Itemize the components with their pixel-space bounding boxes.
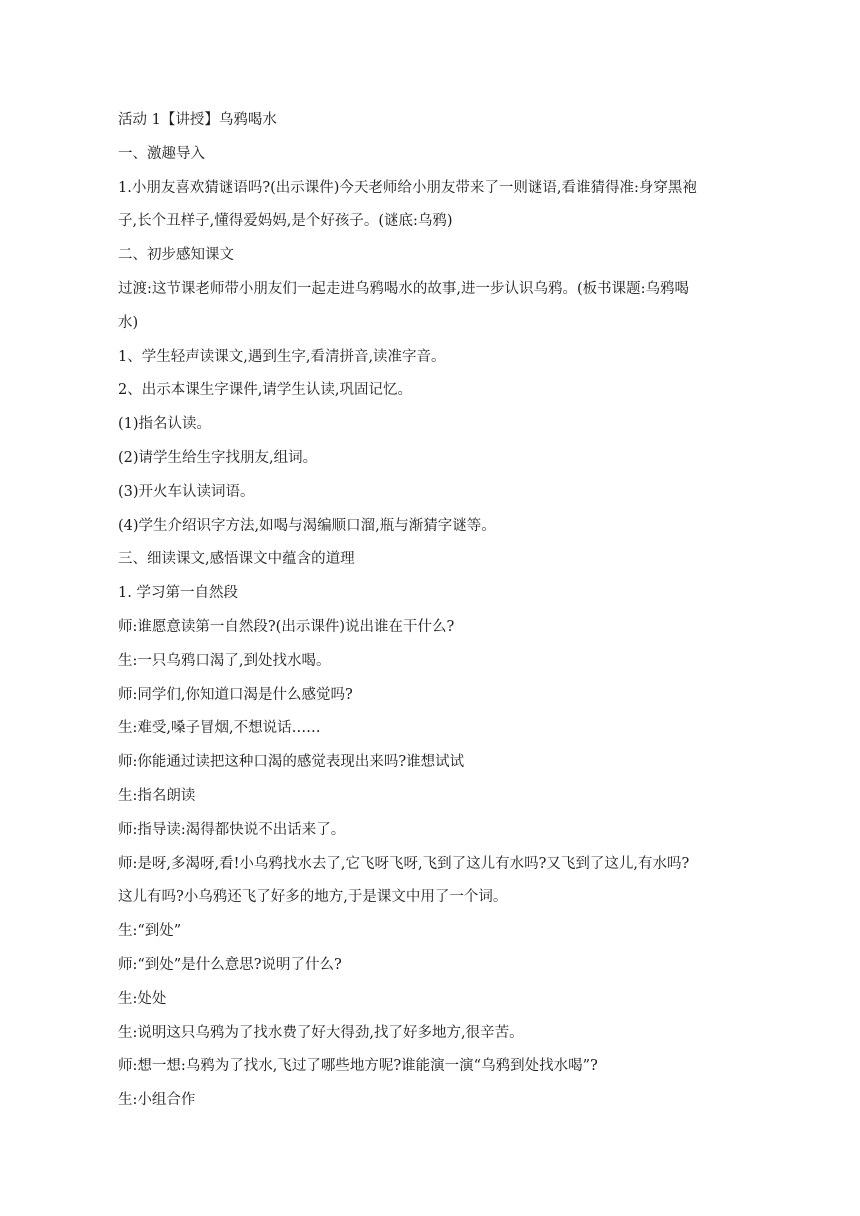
document-page bbox=[118, 104, 748, 1118]
dialogue-line: 生:处处 bbox=[118, 990, 167, 1007]
paragraph-line: 2、出示本课生字课件,请学生认读,巩固记忆。 bbox=[118, 382, 412, 399]
dialogue-line: 师:想一想:乌鸦为了找水,飞过了哪些地方呢?谁能演一演“乌鸦到处找水喝”? bbox=[118, 1058, 598, 1075]
list-item: (2)请学生给生字找朋友,组词。 bbox=[118, 449, 318, 466]
dialogue-line: 生:小组合作 bbox=[118, 1092, 196, 1109]
dialogue-line: 师:“到处”是什么意思?说明了什么? bbox=[118, 956, 342, 973]
paragraph-line: 1、学生轻声读课文,遇到生字,看清拼音,读准字音。 bbox=[118, 348, 446, 365]
section-heading-reading: 三、细读课文,感悟课文中蕴含的道理 bbox=[118, 551, 355, 568]
dialogue-line: 师:同学们,你知道口渴是什么感觉吗? bbox=[118, 686, 353, 703]
dialogue-line: 师:指导读:渴得都快说不出话来了。 bbox=[118, 821, 346, 838]
dialogue-line: 生:一只乌鸦口渴了,到处找水喝。 bbox=[118, 652, 331, 669]
dialogue-line: 师:是呀,多渴呀,看!小乌鸦找水去了,它飞呀飞呀,飞到了这儿有水吗?又飞到了这儿,有水吗? bbox=[118, 855, 690, 872]
dialogue-line: 生:指名朗读 bbox=[118, 787, 196, 804]
dialogue-line: 这儿有吗?小乌鸦还飞了好多的地方,于是课文中用了一个词。 bbox=[118, 889, 508, 906]
dialogue-line: 师:你能通过读把这种口渴的感觉表现出来吗?谁想试试 bbox=[118, 754, 465, 771]
section-heading-perception: 二、初步感知课文 bbox=[118, 247, 234, 264]
dialogue-line: 师:谁愿意读第一自然段?(出示课件)说出谁在干什么? bbox=[118, 618, 455, 635]
dialogue-line: 生:说明这只乌鸦为了找水费了好大得劲,找了好多地方,很辛苦。 bbox=[118, 1024, 524, 1041]
dialogue-line: 生:“到处” bbox=[118, 923, 182, 940]
paragraph-line: 水) bbox=[118, 314, 139, 331]
paragraph-line: 1.小朋友喜欢猜谜语吗?(出示课件)今天老师给小朋友带来了一则谜语,看谁猜得准:身穿黑袍 bbox=[118, 179, 697, 196]
dialogue-line: 生:难受,嗓子冒烟,不想说话…… bbox=[118, 720, 321, 737]
section-heading-intro: 一、激趣导入 bbox=[118, 145, 205, 162]
subsection-heading: 1. 学习第一自然段 bbox=[118, 585, 238, 602]
paragraph-line: 过渡:这节课老师带小朋友们一起走进乌鸦喝水的故事,进一步认识乌鸦。(板书课题:乌鸦喝 bbox=[118, 280, 690, 297]
list-item: (3)开火车认读词语。 bbox=[118, 483, 255, 500]
list-item: (1)指名认读。 bbox=[118, 416, 212, 433]
paragraph-line: 子,长个丑样子,懂得爱妈妈,是个好孩子。(谜底:乌鸦) bbox=[118, 213, 453, 230]
list-item: (4)学生介绍识字方法,如喝与渴编顺口溜,瓶与渐猜字谜等。 bbox=[118, 517, 496, 534]
activity-heading: 活动 1【讲授】乌鸦喝水 bbox=[118, 112, 277, 128]
